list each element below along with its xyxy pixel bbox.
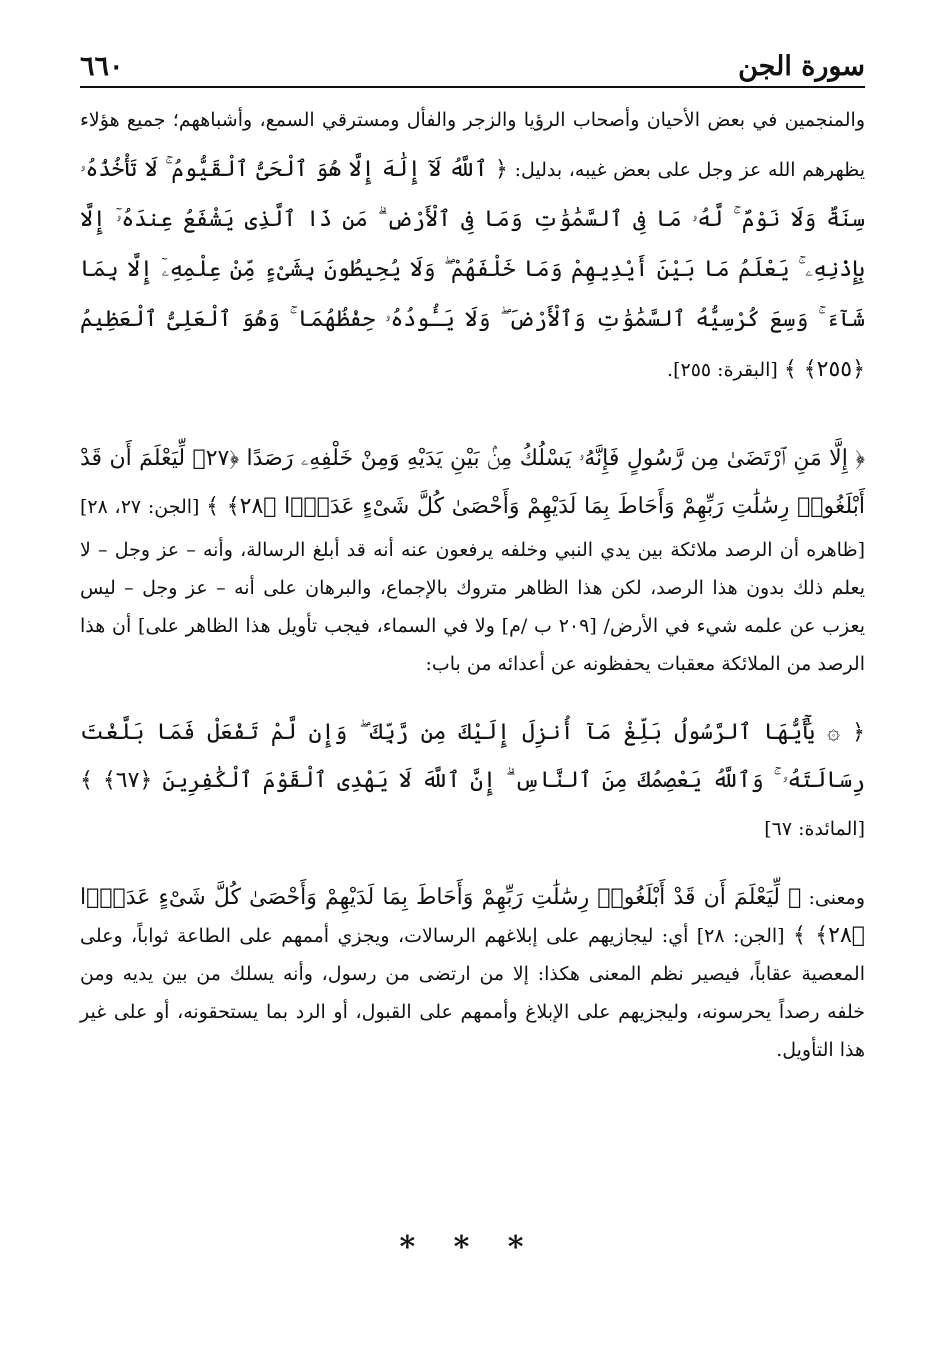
- quran-verse-jinn-27-28: ﴿ إِلَّا مَنِ ٱرْتَضَىٰ مِن رَّسُولٍ فَإِنَّهُۥ يَسْلُكُ مِنۢ بَيْنِ يَدَيْهِ وَمِنْ خَلْفِهِۦ رَصَدًا ﴿٢٧﴾ لِّيَعْلَمَ أَن قَدْ أَبْلَغُوا۟ رِسَٰلَٰتِ رَبِّهِمْ وَأَحَاطَ بِمَا لَدَيْهِمْ وَأَحْصَىٰ كُلَّ شَىْءٍ عَدَدًۢا ﴿٢٨﴾ ﴾: [80, 446, 865, 519]
- reference-jinn-27-28: [الجن: ٢٧، ٢٨]: [80, 496, 207, 518]
- paragraph-1-lead: والمنجمين في بعض الأحيان وأصحاب الرؤيا والزجر والفأل ومسترقي السمع، وأشباههم؛ جميع هؤلاء يظهرهم الله عز وجل على بعض غيبه، بدليل:: [80, 109, 865, 181]
- paragraph-2: [80, 435, 865, 683]
- page-header: [80, 40, 865, 88]
- paragraph-4: [80, 879, 865, 1069]
- page-content: [80, 96, 865, 1069]
- paragraph-3: [80, 709, 865, 853]
- section-separator: * * *: [399, 1230, 538, 1265]
- paragraph-1: [80, 96, 865, 395]
- page-number: ٦٦٠: [80, 51, 124, 82]
- reference-maidah-67: [المائدة: ٦٧]: [764, 818, 865, 840]
- reference-baqarah-255: [البقرة: ٢٥٥].: [667, 359, 784, 381]
- spacer: [80, 853, 865, 879]
- quran-verse-baqarah-255: ﴿ ٱللَّهُ لَآ إِلَٰهَ إِلَّا هُوَ ٱلْحَىُّ ٱلْقَيُّومُ ۚ لَا تَأْخُذُهُۥ سِنَةٌ وَلَا نَوْمٌ ۚ لَّهُۥ مَا فِى ٱلسَّمَٰوَٰتِ وَمَا فِى ٱلْأَرْضِ ۗ مَن ذَا ٱلَّذِى يَشْفَعُ عِندَهُۥٓ إِلَّا بِإِذْنِهِۦ ۚ يَعْلَمُ مَا بَيْنَ أَيْدِيهِمْ وَمَا خَلْفَهُمْ ۖ وَلَا يُحِيطُونَ بِشَىْءٍ مِّنْ عِلْمِهِۦٓ إِلَّا بِمَا شَآءَ ۚ وَسِعَ كُرْسِيُّهُ ٱلسَّمَٰوَٰتِ وَٱلْأَرْضَ ۖ وَلَا يَـُٔودُهُۥ حِفْظُهُمَا ۚ وَهُوَ ٱلْعَلِىُّ ٱلْعَظِيمُ ﴿٢٥٥﴾ ﴾: [80, 157, 865, 382]
- surah-title: سورة الجن: [738, 51, 865, 82]
- page: [80, 40, 865, 1069]
- paragraph-4-commentary: أي: ليجازيهم على إبلاغهم الرسالات، ويجزي أممهم على الطاعة ثواباً، وعلى المعصية عقاباً، فيصير نظم المعنى هكذا: إلا من ارتضى من رسول، وأنه يسلك من بين يديه ومن خلفه رصداً يحرسونه، وليجزيهم على الإبلاغ وأممهم على القبول، أو الرد بما يستحقونه، أو على غير هذا التأويل.: [80, 925, 865, 1061]
- paragraph-4-lead: ومعنى:: [801, 887, 866, 909]
- spacer: [80, 683, 865, 709]
- paragraph-2-commentary: [ظاهره أن الرصد ملائكة بين يدي النبي وخلفه يرفعون عنه أنه قد أبلغ الرسالة، وأنه – عز وجل – لا يعلم ذلك بدون هذا الرصد، لكن هذا الظاهر متروك بالإجماع، والبرهان على أنه – عز وجل – ليس يعزب عن علمه شيء في الأرض/ [٢٠٩ ب /م] ولا في السماء، فيجب تأويل هذا الظاهر على] أن هذا الرصد من الملائكة معقبات يحفظونه عن أعدائه من باب:: [80, 539, 865, 675]
- quran-verse-jinn-28: ﴿ لِّيَعْلَمَ أَن قَدْ أَبْلَغُوا۟ رِسَٰلَٰتِ رَبِّهِمْ وَأَحَاطَ بِمَا لَدَيْهِمْ وَأَحْصَىٰ كُلَّ شَىْءٍ عَدَدًۢا ﴿٢٨﴾ ﴾: [80, 885, 865, 948]
- spacer: [80, 395, 865, 435]
- reference-jinn-28: [الجن: ٢٨]: [688, 925, 793, 947]
- quran-verse-maidah-67: ﴿ ۞ يَٰٓأَيُّهَا ٱلرَّسُولُ بَلِّغْ مَآ أُنزِلَ إِلَيْكَ مِن رَّبِّكَ ۖ وَإِن لَّمْ تَفْعَلْ فَمَا بَلَّغْتَ رِسَالَتَهُۥ ۚ وَٱللَّهُ يَعْصِمُكَ مِنَ ٱلنَّاسِ ۗ إِنَّ ٱللَّهَ لَا يَهْدِى ٱلْقَوْمَ ٱلْكَٰفِرِينَ ﴿٦٧﴾ ﴾: [80, 720, 865, 793]
